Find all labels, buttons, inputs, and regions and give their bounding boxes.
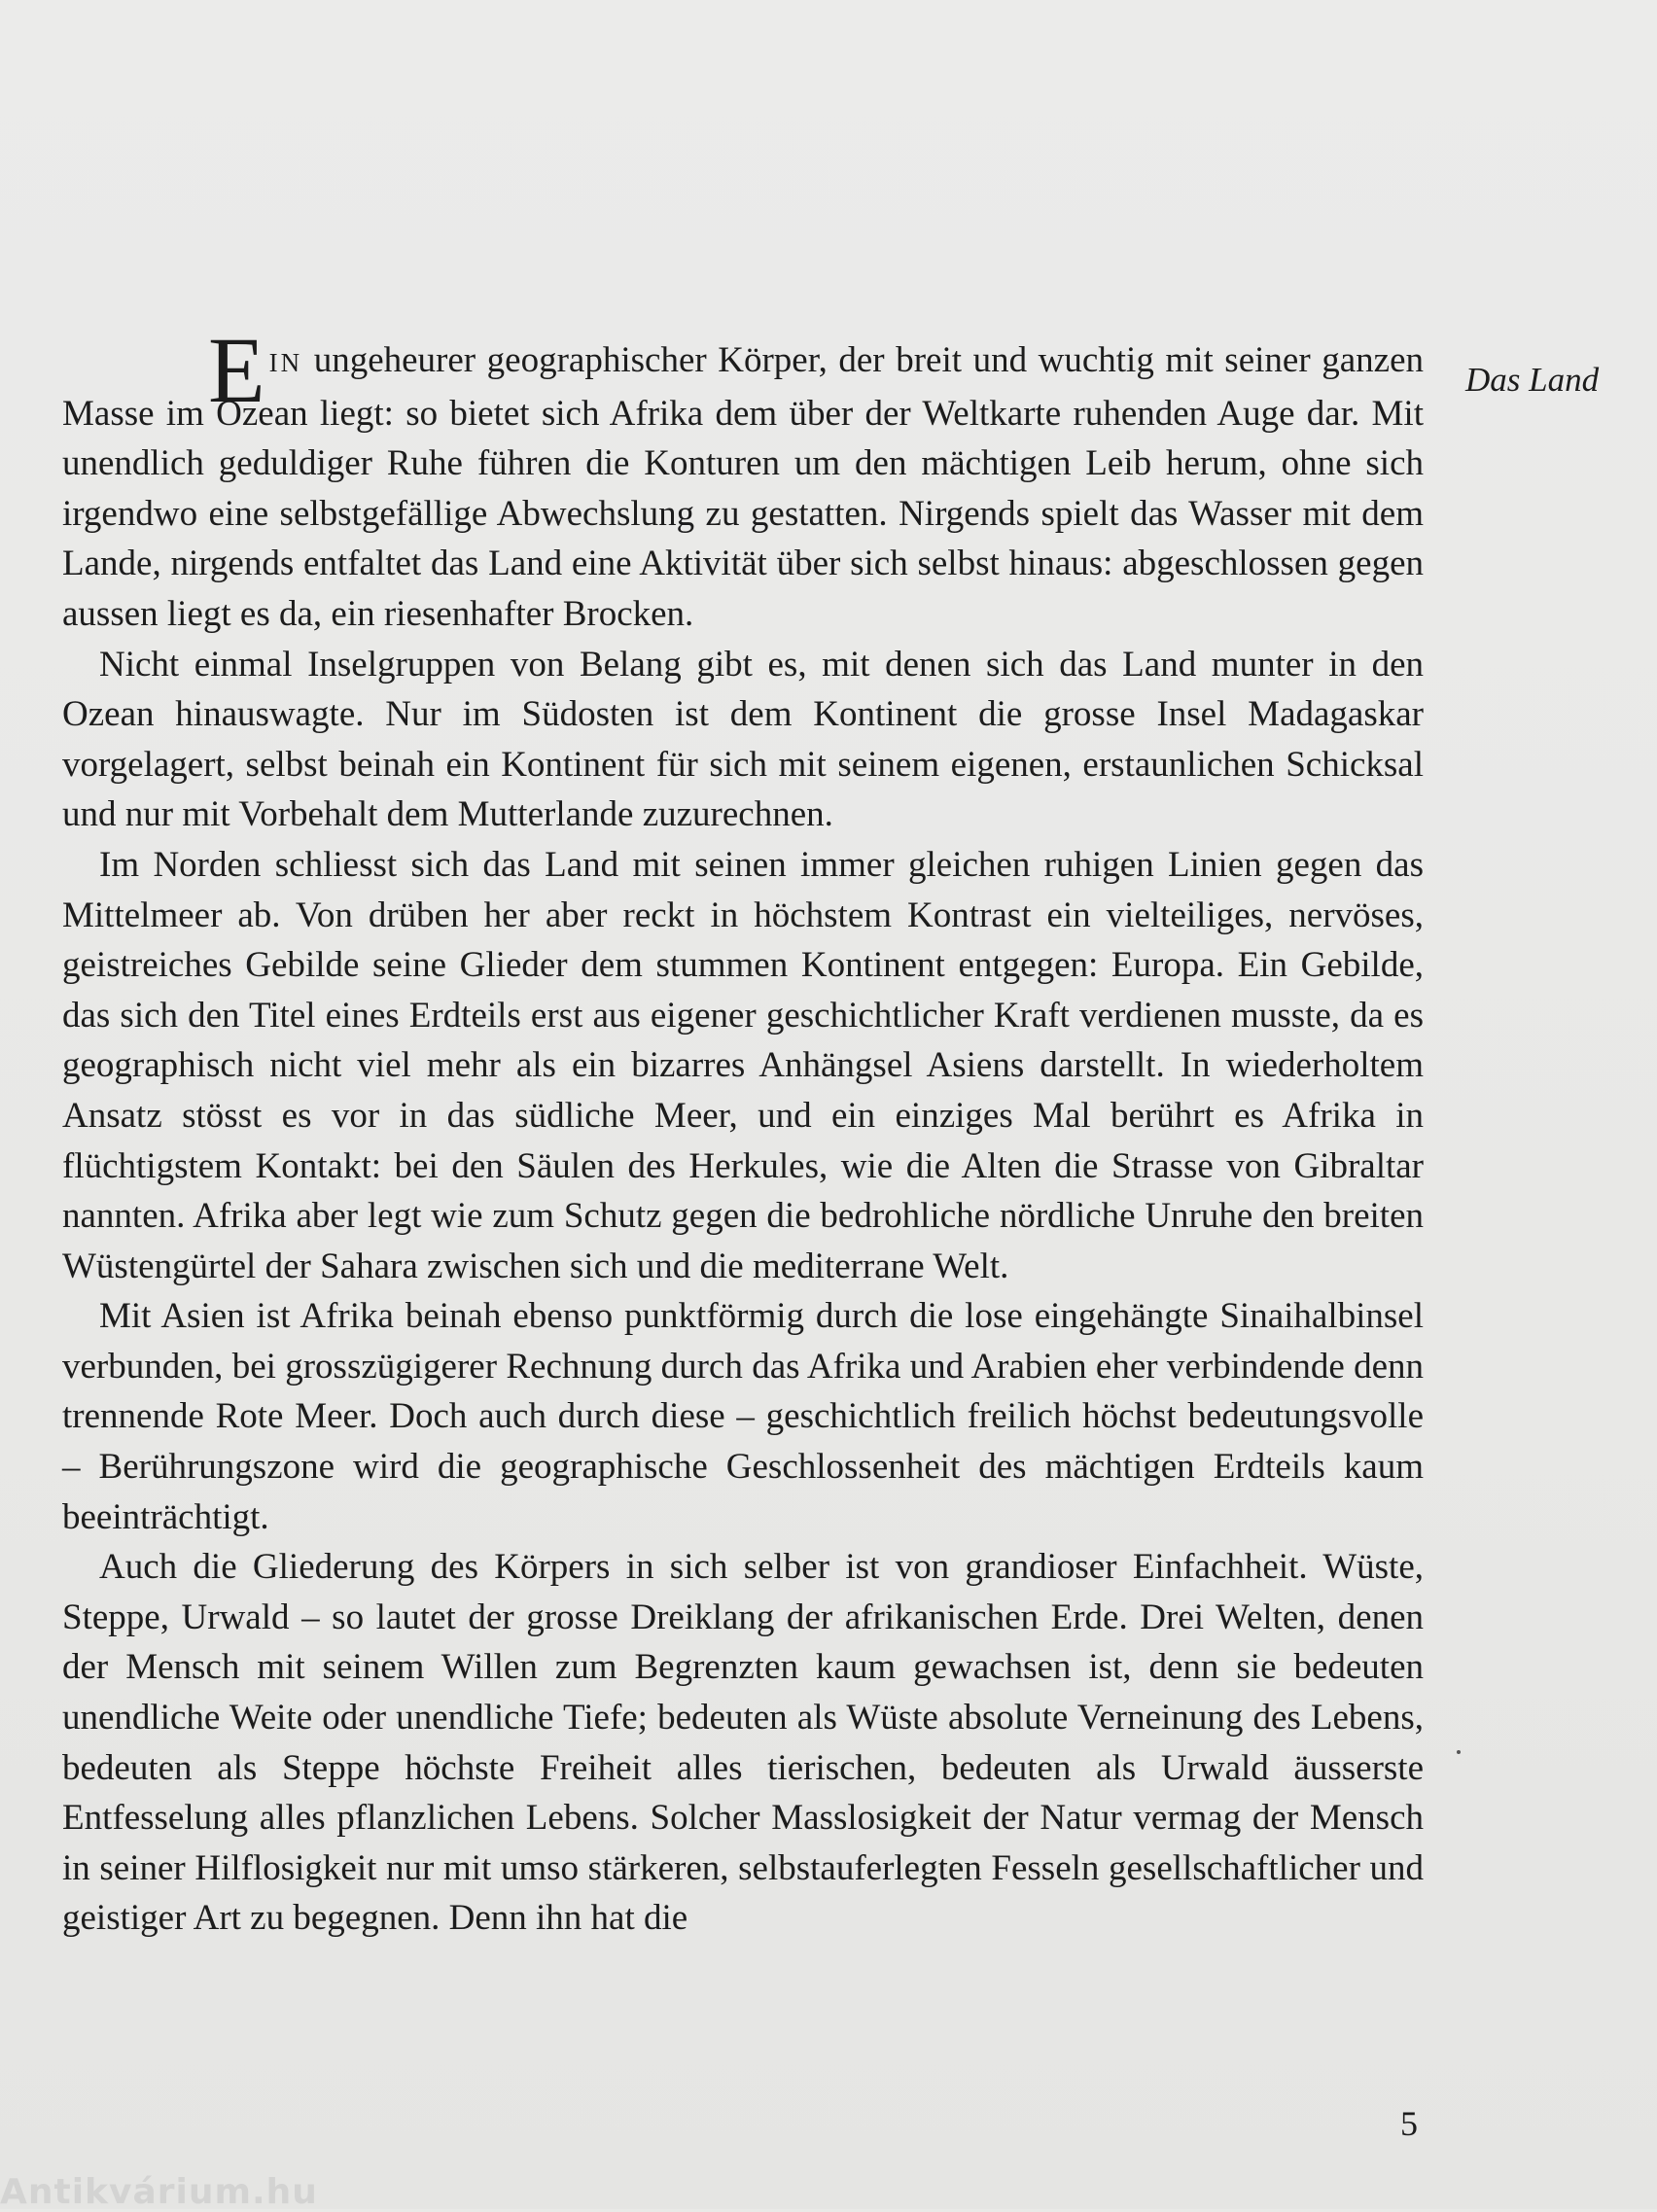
paragraph-2: Nicht einmal Inselgruppen von Belang gibt es, mit denen sich das Land munter in den Ozean hinauswagte. Nur im Südosten ist dem Kontinent die grosse Insel Madagaskar vorgelagert, selbst beinah ein Kontinent für sich mit seinem eigenen, erstaunlichen Schicksal und nur mit Vorbehalt dem Mutterlande zuzurechnen. (62, 644, 1424, 835)
paragraph-3: Im Norden schliesst sich das Land mit seinen immer gleichen ruhigen Linien gegen das Mittelmeer ab. Von drüben her aber reckt in höchstem Kontrast ein vielteiliges, nervöses, geistreiches Gebilde seine Glieder dem stummen Kontinent entgegen: Europa. Ein Gebilde, das sich den Titel eines Erdteils erst aus eigener geschichtlicher Kraft verdienen musste, da es geographisch nicht viel mehr als ein bizarres Anhängsel Asiens darstellt. In wiederholtem Ansatz stösst es vor in das südliche Meer, und ein einziges Mal berührt es Afrika in flüchtigstem Kontakt: bei den Säulen des Herkules, wie die Alten die Strasse von Gibraltar nannten. Afrika aber legt wie zum Schutz gegen die bedrohliche nördliche Unruhe den breiten Wüstengürtel der Sahara zwischen sich und die mediterrane Welt. (62, 844, 1424, 1286)
paragraph-1 (62, 318, 1424, 640)
paper-speck (1457, 1750, 1461, 1754)
paragraph-4: Mit Asien ist Afrika beinah ebenso punktförmig durch die lose eingehängte Sinaihalbinsel verbunden, bei grosszügigerer Rechnung durch das Afrika und Arabien eher verbindende denn trennende Rote Meer. Doch auch durch diese – geschichtlich freilich höchst bedeutungsvolle – Berührungszone wird die geographische Geschlossenheit des mächtigen Erdteils kaum beeinträchtigt. (62, 1296, 1424, 1537)
drop-cap: E (208, 318, 265, 422)
paragraph-1-text: ungeheurer geographischer Körper, der breit und wuchtig mit seiner ganzen Masse im Ozean liegt: so bietet sich Afrika dem über der Weltkarte ruhenden Auge dar. Mit unendlich geduldiger Ruhe führen die Konturen um den mächtigen Leib herum, ohne sich irgendwo eine selbstgefällige Abwechslung zu gestatten. Nirgends spielt das Wasser mit dem Lande, nirgends entfaltet das Land eine Aktivität über sich selbst hinaus: abgeschlossen gegen aussen liegt es da, ein riesenhafter Brocken. (62, 340, 1424, 634)
body-text (62, 318, 1424, 1944)
watermark: Antikvárium.hu (0, 2172, 318, 2212)
page-number: 5 (1400, 2104, 1418, 2143)
paragraph-5: Auch die Gliederung des Körpers in sich selber ist von grandioser Einfachheit. Wüste, Steppe, Urwald – so lautet der grosse Dreiklang der afrikanischen Erde. Drei Welten, denen der Mensch mit seinem Willen zum Begrenzten kaum gewachsen ist, denn sie bedeuten unendliche Weite oder unendliche Tiefe; bedeuten als Wüste absolute Verneinung des Lebens, bedeuten als Steppe höchste Freiheit alles tierischen, bedeuten als Urwald äusserste Entfesselung alles pflanzlichen Lebens. Solcher Masslosigkeit der Natur vermag der Mensch in seiner Hilflosigkeit nur mit umso stärkeren, selbstauferlegten Fesseln gesellschaftlicher und geistiger Art zu begegnen. Denn ihn hat die (62, 1547, 1424, 1939)
first-word-smallcaps: IN (268, 348, 303, 377)
margin-note: Das Land (1465, 361, 1600, 399)
